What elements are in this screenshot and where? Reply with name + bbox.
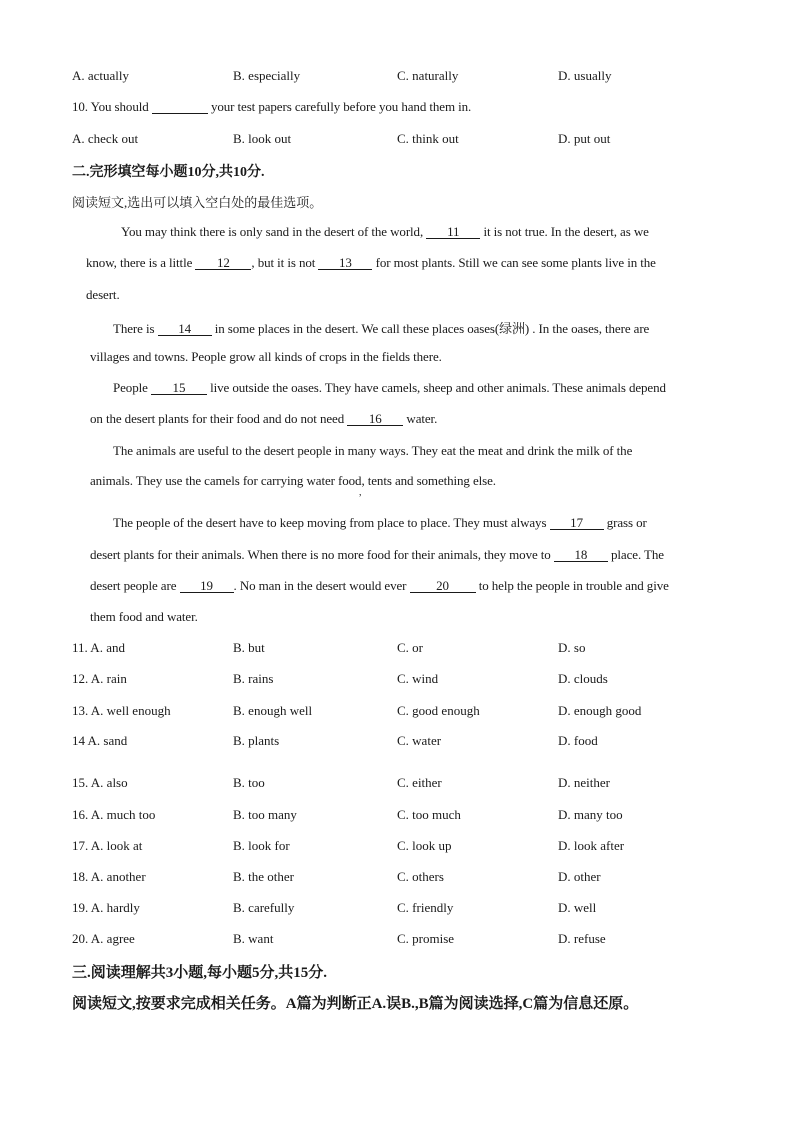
question-12-options xyxy=(72,671,732,689)
option-c[interactable]: C. look up xyxy=(397,838,452,853)
question-14-options xyxy=(72,733,732,751)
blank-15[interactable]: 15 xyxy=(151,381,207,395)
passage-text: them food and water. xyxy=(90,609,198,624)
passage-line xyxy=(90,578,669,594)
stray-comma-mark: , xyxy=(359,487,362,498)
passage-line xyxy=(121,224,649,240)
option-b[interactable]: B. the other xyxy=(233,869,295,884)
question-10-suffix: your test papers carefully before you hand them in. xyxy=(210,99,472,114)
question-10-prefix: 10. You should xyxy=(72,99,149,114)
option-c[interactable]: C. others xyxy=(397,869,444,884)
option-b[interactable]: B. look out xyxy=(233,131,292,146)
blank-12[interactable]: 12 xyxy=(195,256,251,270)
option-a[interactable]: 19. A. hardly xyxy=(72,900,140,915)
passage-text: food, tents and something else. xyxy=(338,473,496,488)
option-a[interactable]: A. actually xyxy=(72,68,130,83)
passage-text: water. xyxy=(406,411,438,426)
passage-text: villages and towns. People grow all kinds of crops in the fields there. xyxy=(90,349,442,364)
passage-text: live outside the oases. They have camels, sheep and other animals. These animals depend xyxy=(210,380,666,395)
option-a[interactable]: 18. A. another xyxy=(72,869,146,884)
question-18-options xyxy=(72,869,732,887)
option-d[interactable]: D. refuse xyxy=(558,931,606,946)
question-15-options xyxy=(72,775,732,793)
question-20-options xyxy=(72,931,732,949)
passage-line xyxy=(90,349,442,365)
blank-18[interactable]: 18 xyxy=(554,548,608,562)
option-a[interactable]: 14 A. sand xyxy=(72,733,128,748)
passage-text: You may think there is only sand in the desert of the world, xyxy=(121,224,424,239)
passage-text: There is xyxy=(113,321,155,336)
option-b[interactable]: B. too xyxy=(233,775,265,790)
option-c[interactable]: C. promise xyxy=(397,931,455,946)
passage-line xyxy=(86,287,120,303)
option-d[interactable]: D. usually xyxy=(558,68,612,83)
option-d[interactable]: D. clouds xyxy=(558,671,608,686)
option-d[interactable]: D. enough good xyxy=(558,703,642,718)
blank-19[interactable]: 19 xyxy=(180,579,234,593)
section-3-instruction: 阅读短文,按要求完成相关任务。A篇为判断正A.误B.,B篇为阅读选择,C篇为信息还原。 xyxy=(72,996,639,1012)
passage-line xyxy=(86,255,656,271)
question-11-options xyxy=(72,640,732,658)
option-c[interactable]: C. good enough xyxy=(397,703,480,718)
option-c[interactable]: C. think out xyxy=(397,131,459,146)
passage-line xyxy=(113,380,666,396)
option-d[interactable]: D. food xyxy=(558,733,598,748)
option-d[interactable]: D. neither xyxy=(558,775,610,790)
option-b[interactable]: B. plants xyxy=(233,733,280,748)
option-b[interactable]: B. especially xyxy=(233,68,301,83)
passage-text: for most plants. Still we can see some plants live in the xyxy=(375,255,656,270)
option-a[interactable]: 12. A. rain xyxy=(72,671,127,686)
passage-line xyxy=(90,547,664,563)
passage-line xyxy=(113,318,649,337)
option-d[interactable]: D. look after xyxy=(558,838,625,853)
blank-16[interactable]: 16 xyxy=(347,412,403,426)
option-b[interactable]: B. look for xyxy=(233,838,290,853)
option-b[interactable]: B. rains xyxy=(233,671,274,686)
option-c[interactable]: C. or xyxy=(397,640,423,655)
option-c[interactable]: C. friendly xyxy=(397,900,454,915)
passage-text: desert people are xyxy=(90,578,177,593)
option-d[interactable]: D. other xyxy=(558,869,601,884)
option-d[interactable]: D. many too xyxy=(558,807,623,822)
passage-text: animals. They use the camels for carrying water xyxy=(90,473,335,488)
option-c[interactable]: C. wind xyxy=(397,671,439,686)
blank-17[interactable]: 17 xyxy=(550,516,604,530)
passage-text: The animals are useful to the desert people in many ways. They eat the meat and drink the milk of the xyxy=(113,443,633,458)
q10-options xyxy=(72,131,732,149)
option-d[interactable]: D. so xyxy=(558,640,586,655)
passage-text: place. The xyxy=(611,547,664,562)
option-c[interactable]: C. naturally xyxy=(397,68,459,83)
option-b[interactable]: B. but xyxy=(233,640,265,655)
blank-13[interactable]: 13 xyxy=(318,256,372,270)
question-13-options xyxy=(72,703,732,721)
option-a[interactable]: 20. A. agree xyxy=(72,931,135,946)
passage-text: grass or xyxy=(606,515,647,530)
option-d[interactable]: D. put out xyxy=(558,131,611,146)
passage-text: . No man in the desert would ever xyxy=(233,578,407,593)
passage-line xyxy=(90,411,437,427)
passage-text: in some places in the desert. We call these places oases(绿洲) . In the oases, there are xyxy=(214,321,650,336)
option-a[interactable]: 16. A. much too xyxy=(72,807,156,822)
question-17-options xyxy=(72,838,732,856)
option-b[interactable]: B. too many xyxy=(233,807,297,822)
option-c[interactable]: C. either xyxy=(397,775,442,790)
blank-20[interactable]: 20 xyxy=(410,579,476,593)
passage-text: People xyxy=(113,380,148,395)
passage-text: desert plants for their animals. When there is no more food for their animals, they move to xyxy=(90,547,551,562)
passage-text: know, there is a little xyxy=(86,255,193,270)
question-10 xyxy=(72,99,471,115)
blank-14[interactable]: 14 xyxy=(158,322,212,336)
option-a[interactable]: 11. A. and xyxy=(72,640,125,655)
option-c[interactable]: C. water xyxy=(397,733,442,748)
question-16-options xyxy=(72,807,732,825)
option-b[interactable]: B. want xyxy=(233,931,274,946)
passage-text: , but it is not xyxy=(251,255,316,270)
passage-text: The people of the desert have to keep moving from place to place. They must always xyxy=(113,515,547,530)
passage-text: to help the people in trouble and give xyxy=(478,578,669,593)
section-3-heading: 三.阅读理解共3小题,每小题5分,共15分. xyxy=(72,965,328,981)
passage-line xyxy=(90,609,198,625)
passage-text: it is not true. In the desert, as we xyxy=(483,224,649,239)
question-19-options xyxy=(72,900,732,918)
option-a[interactable]: 15. A. also xyxy=(72,775,128,790)
option-a[interactable]: A. check out xyxy=(72,131,139,146)
option-c[interactable]: C. too much xyxy=(397,807,461,822)
option-b[interactable]: B. enough well xyxy=(233,703,313,718)
q9-options xyxy=(72,68,732,86)
passage-line xyxy=(113,515,647,531)
passage-text: desert. xyxy=(86,287,120,302)
option-a[interactable]: 13. A. well enough xyxy=(72,703,171,718)
blank-11[interactable]: 11 xyxy=(426,225,480,239)
passage-line xyxy=(90,473,496,489)
option-a[interactable]: 17. A. look at xyxy=(72,838,143,853)
question-10-blank[interactable] xyxy=(152,100,208,114)
option-d[interactable]: D. well xyxy=(558,900,597,915)
passage-line xyxy=(113,443,632,459)
section-2-instruction: 阅读短文,选出可以填入空白处的最佳选项。 xyxy=(72,195,323,210)
option-b[interactable]: B. carefully xyxy=(233,900,295,915)
section-2-heading: 二.完形填空每小题10分,共10分. xyxy=(72,165,265,180)
passage-text: on the desert plants for their food and do not need xyxy=(90,411,345,426)
